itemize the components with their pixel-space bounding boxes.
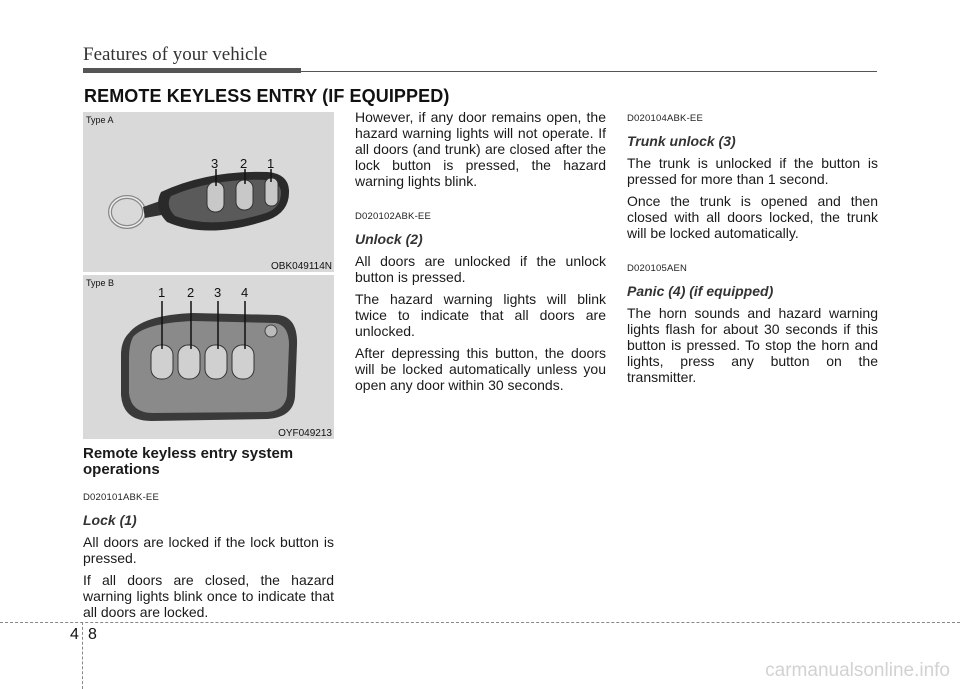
trunk-paragraph-1: The trunk is unlocked if the button is pressed for more than 1 second.: [627, 155, 878, 187]
trunk-unlock-title: Trunk unlock (3): [627, 133, 736, 149]
page-number: 8: [88, 626, 97, 643]
section-heading: REMOTE KEYLESS ENTRY (IF EQUIPPED): [84, 86, 450, 106]
callout-b-3: 3: [214, 285, 222, 300]
unlock-paragraph-2: The hazard warning lights will blink twice to indicate that all doors are unlocked.: [355, 291, 606, 339]
key-fob-a-illustration: [83, 112, 334, 272]
watermark: carmanualsonline.info: [765, 660, 950, 681]
panic-title: Panic (4) (if equipped): [627, 283, 774, 299]
figure-type-b: [83, 275, 334, 439]
right-column: [627, 111, 878, 391]
remote-keyless-subheading: Remote keyless entry system operations: [83, 445, 294, 478]
footer-divider: [82, 622, 83, 689]
trunk-paragraph-2: Once the trunk is opened and then closed with all doors locked, the trunk will be locked automatically.: [627, 193, 878, 241]
callout-b-1: 1: [158, 285, 166, 300]
key-fob-b-illustration: [83, 275, 334, 439]
lock-paragraph-1: All doors are locked if the lock button is pressed.: [83, 534, 334, 566]
unlock-title: Unlock (2): [355, 231, 423, 247]
figure-a-type-label: Type A: [86, 115, 114, 125]
figure-a-code: OBK049114N: [271, 261, 332, 272]
callout-b-2: 2: [187, 285, 195, 300]
left-column: [83, 446, 334, 626]
section-code: D020105AEN: [627, 263, 688, 274]
lock-paragraph-2: If all doors are closed, the hazard warning lights blink once to indicate that all doors are locked.: [83, 572, 334, 620]
lock-title: Lock (1): [83, 512, 137, 528]
section-code: D020102ABK-EE: [355, 211, 432, 222]
lock-paragraph-3: However, if any door remains open, the hazard warning lights will not operate. If all doors (and trunk) are closed after the lock button is pressed, the hazard warning lights blink.: [355, 109, 606, 189]
unlock-paragraph-1: All doors are unlocked if the unlock button is pressed.: [355, 253, 606, 285]
middle-column: [355, 109, 606, 399]
figure-b-code: OYF049213: [278, 428, 332, 439]
figure-type-a: [83, 112, 334, 272]
footer-rule: [0, 622, 960, 623]
callout-a-1: 1: [267, 156, 275, 171]
callout-b-4: 4: [241, 285, 249, 300]
header-title: Features of your vehicle: [83, 44, 268, 65]
figure-b-type-label: Type B: [86, 278, 115, 288]
callout-a-3: 3: [211, 156, 219, 171]
unlock-paragraph-3: After depressing this button, the doors will be locked automatically unless you open any door within 30 seconds.: [355, 345, 606, 393]
section-code: D020101ABK-EE: [83, 492, 160, 503]
callout-a-2: 2: [240, 156, 248, 171]
chapter-number: 4: [70, 626, 79, 643]
header-rule: [83, 71, 877, 72]
section-code: D020104ABK-EE: [627, 113, 704, 124]
panic-paragraph: The horn sounds and hazard warning lights flash for about 30 seconds if this button is pressed. To stop the horn and lights, press any button on the transmitter.: [627, 305, 878, 385]
